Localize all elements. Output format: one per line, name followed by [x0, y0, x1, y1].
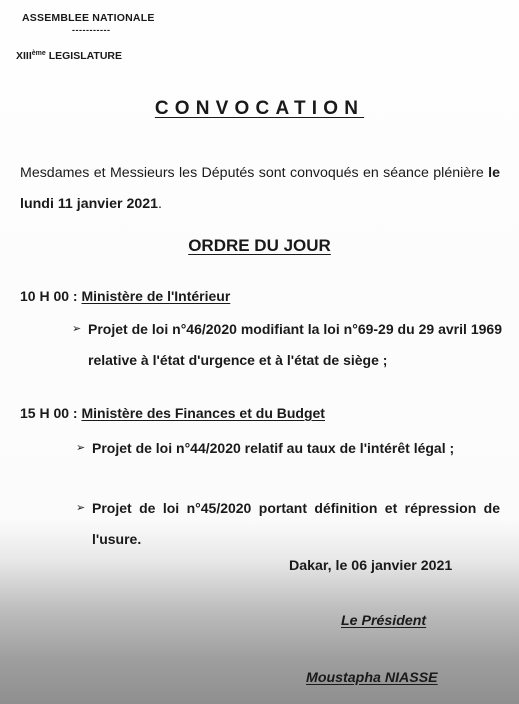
intro-paragraph — [20, 158, 500, 220]
session-time: 10 H 00 : — [20, 288, 82, 304]
arrow-bullet-icon: ➢ — [76, 502, 86, 514]
signatory-name: Moustapha NIASSE — [306, 670, 438, 686]
legislature-prefix: XIII — [16, 50, 32, 62]
document-title: CONVOCATION — [154, 98, 365, 119]
agenda-item-text: Projet de loi n°45/2020 portant définition et répression de l'usure. — [92, 500, 500, 547]
legislature-superscript: ème — [31, 50, 46, 57]
agenda-item — [76, 493, 500, 555]
session-heading — [20, 288, 230, 304]
session-ministry: Ministère de l'Intérieur — [81, 288, 231, 304]
session-heading — [20, 405, 325, 421]
intro-text: Mesdames et Messieurs les Députés sont convoqués en séance plénière — [20, 165, 489, 181]
arrow-bullet-icon: ➢ — [72, 323, 82, 335]
session-date: le lundi 11 janvier 2021 — [20, 165, 500, 212]
session-time: 15 H 00 : — [20, 405, 82, 421]
arrow-bullet-icon: ➢ — [76, 442, 86, 454]
agenda-title: ORDRE DU JOUR — [188, 236, 331, 255]
agenda-item-text: Projet de loi n°46/2020 modifiant la loi n°69-29 du 29 avril 1969 relative à l'état d'urgence et à l'état de siège ; — [88, 321, 502, 368]
legislature-suffix: LEGISLATURE — [45, 50, 123, 62]
session-ministry: Ministère des Finances et du Budget — [81, 405, 325, 421]
intro-end: . — [158, 196, 162, 212]
signatory-title: Le Président — [341, 613, 427, 629]
header-separator: ----------- — [72, 25, 111, 35]
place-and-date: Dakar, le 06 janvier 2021 — [289, 558, 453, 574]
legislature-label — [16, 50, 122, 62]
institution-name: ASSEMBLEE NATIONALE — [22, 12, 155, 24]
agenda-item-text: Projet de loi n°44/2020 relatif au taux de l'intérêt légal ; — [92, 440, 455, 456]
agenda-item — [76, 433, 500, 464]
agenda-item — [72, 314, 502, 376]
